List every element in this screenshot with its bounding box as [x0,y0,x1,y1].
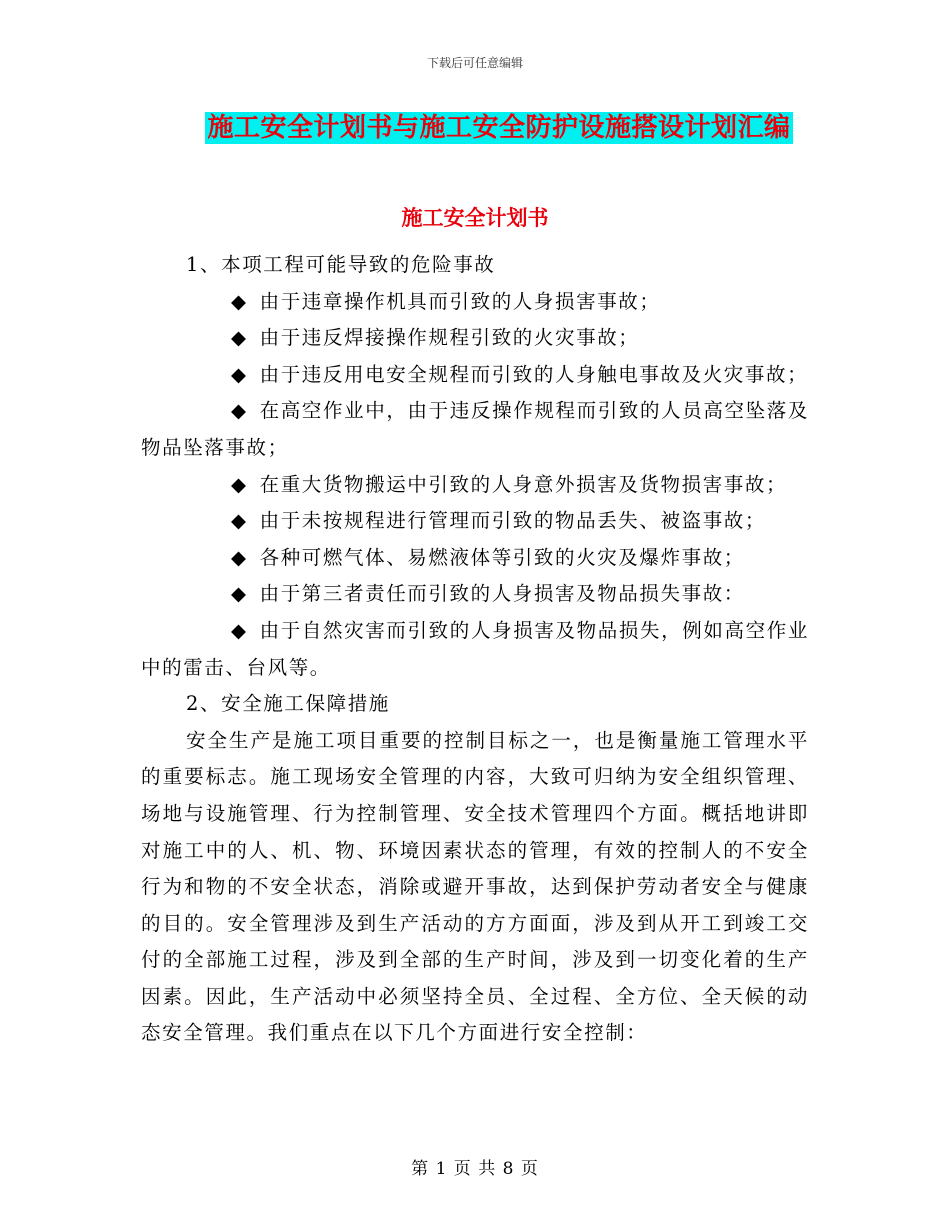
list-item [141,393,809,466]
list-item [141,540,809,577]
diamond-bullet-icon: ◆ [231,582,248,606]
diamond-bullet-icon: ◆ [231,362,248,386]
diamond-bullet-icon: ◆ [231,509,248,533]
list-item-text: 由于自然灾害而引致的人身损害及物品损失，例如高空作业中的雷击、台风等。 [141,618,809,679]
section2-paragraph: 安全生产是施工项目重要的控制目标之一，也是衡量施工管理水平的重要标志。施工现场安全管理的内容，大致可归纳为安全组织管理、场地与设施管理、行为控制管理、安全技术管理四个方面。概括地讲即对施工中的人、机、物、环境因素状态的管理，有效的控制人的不安全行为和物的不安全状态，消除或避开事故，达到保护劳动者安全与健康的目的。安全管理涉及到生产活动的方方面面，涉及到从开工到竣工交付的全部施工过程，涉及到全部的生产时间，涉及到一切变化着的生产因素。因此，生产活动中必须坚持全员、全过程、全方位、全天候的动态安全管理。我们重点在以下几个方面进行安全控制： [141,728,809,1045]
diamond-bullet-icon: ◆ [231,289,248,313]
list-item [141,357,809,394]
list-item [141,613,809,686]
page-footer: 第 1 页 共 8 页 [411,1159,539,1179]
section1-heading: 1、本项工程可能导致的危险事故 [186,253,496,276]
list-item-text: 由于违反用电安全规程而引致的人身触电事故及火灾事故； [259,362,809,386]
diamond-bullet-icon: ◆ [231,326,248,350]
list-item-text: 在重大货物搬运中引致的人身意外损害及货物损害事故； [259,472,788,496]
list-item [141,503,809,540]
page-header-note: 下载后可任意编辑 [426,56,523,70]
list-item [141,576,809,613]
list-item-text: 各种可燃气体、易燃液体等引致的火灾及爆炸事故； [259,545,745,569]
list-item [141,320,809,357]
main-title-container [0,112,950,144]
diamond-bullet-icon: ◆ [231,472,248,496]
section-title: 施工安全计划书 [401,206,549,230]
diamond-bullet-icon: ◆ [231,545,248,569]
document-title: 施工安全计划书与施工安全防护设施搭设计划汇编 [207,113,791,143]
list-item-text: 由于未按规程进行管理而引致的物品丢失、被盗事故； [259,509,767,533]
diamond-bullet-icon: ◆ [231,399,248,423]
section2-heading: 2、安全施工保障措施 [186,692,390,716]
diamond-bullet-icon: ◆ [231,618,248,642]
list-item-text: 由于第三者责任而引致的人身损害及物品损失事故： [259,582,745,606]
list-item-text: 由于违反焊接操作规程引致的火灾事故； [259,326,640,350]
list-item-text: 在高空作业中，由于违反操作规程而引致的人员高空坠落及物品坠落事故； [141,399,809,459]
document-body [141,247,809,1052]
list-item [141,284,809,321]
list-item-text: 由于违章操作机具而引致的人身损害事故； [259,289,661,313]
list-item [141,467,809,504]
